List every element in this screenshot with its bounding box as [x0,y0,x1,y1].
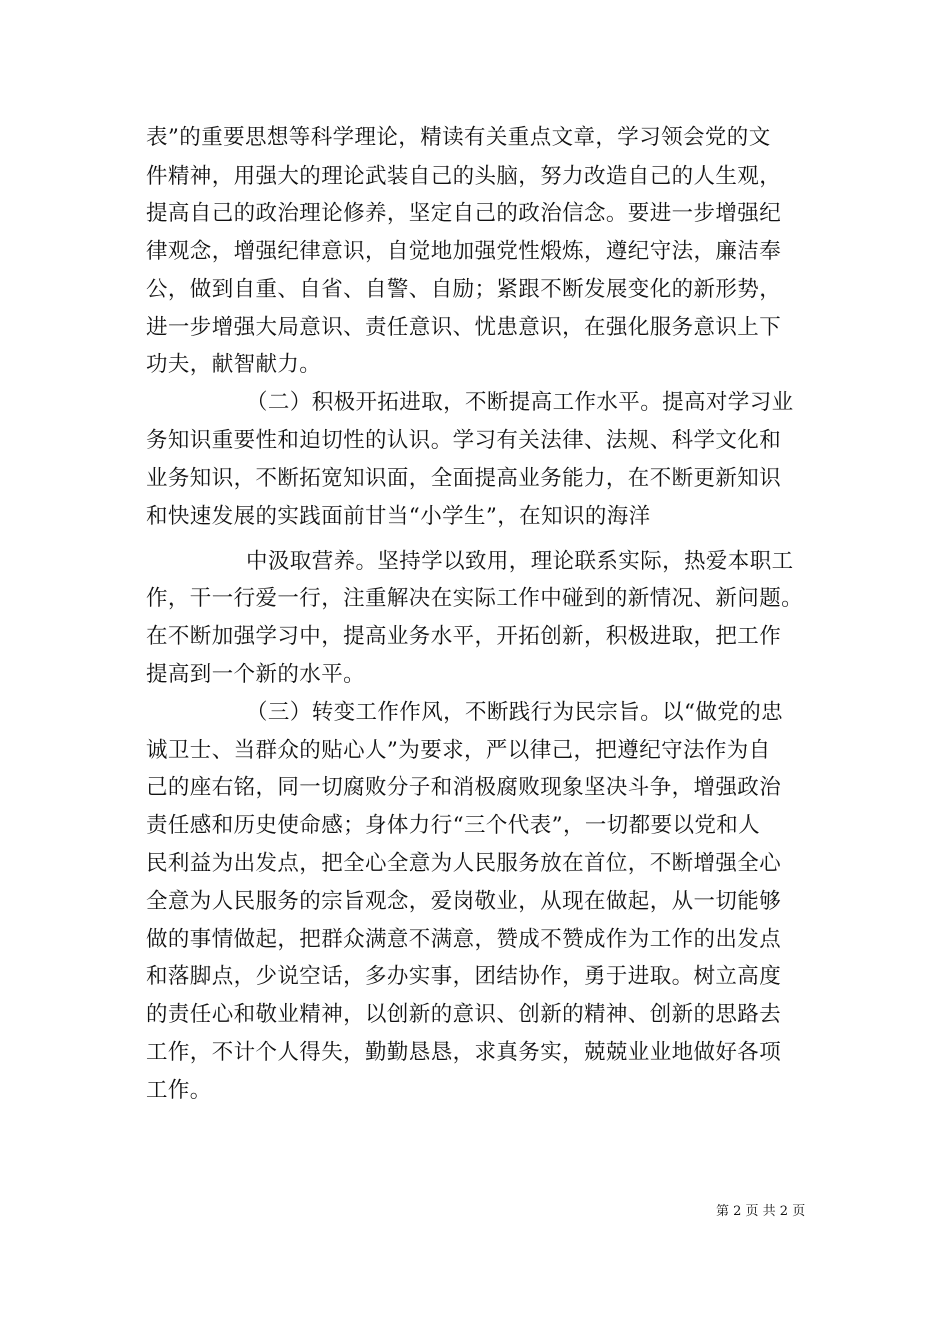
body-line: 和快速发展的实践面前甘当“小学生”，在知识的海洋 [146,504,651,529]
body-line: 诚卫士、当群众的贴心人”为要求，严以律己，把遵纪守法作为自 [146,738,771,763]
body-line: 和落脚点，少说空话，多办实事，团结协作，勇于进取。树立高度 [146,964,782,989]
body-line: 工作，不计个人得失，勤勤恳恳，求真务实，兢兢业业地做好各项 [146,1040,782,1065]
body-line: 工作。 [146,1078,212,1103]
body-line: 公，做到自重、自省、自警、自励；紧跟不断发展变化的新形势， [146,277,782,302]
body-line: 作，干一行爱一行，注重解决在实际工作中碰到的新情况、新问题。 [146,586,804,611]
section-heading-line: （三）转变工作作风，不断践行为民宗旨。以“做党的忠 [246,700,783,725]
body-line: 民利益为出发点，把全心全意为人民服务放在首位，不断增强全心 [146,851,782,876]
body-line-indented: 中汲取营养。坚持学以致用，理论联系实际，热爱本职工 [246,549,794,574]
section-heading-line: （二）积极开拓进取，不断提高工作水平。提高对学习业 [246,390,794,415]
body-line: 业务知识，不断拓宽知识面，全面提高业务能力，在不断更新知识 [146,466,782,491]
body-line: 做的事情做起，把群众满意不满意，赞成不赞成作为工作的出发点 [146,927,782,952]
body-line: 全意为人民服务的宗旨观念，爱岗敬业，从现在做起，从一切能够 [146,889,782,914]
body-line: 责任感和历史使命感；身体力行“三个代表”，一切都要以党和人 [146,813,761,838]
body-line: 务知识重要性和迫切性的认识。学习有关法律、法规、科学文化和 [146,428,782,453]
page-number-footer: 第 2 页 共 2 页 [716,1204,806,1219]
body-line: 在不断加强学习中，提高业务水平，开拓创新，积极进取，把工作 [146,624,782,649]
body-line: 功夫，献智献力。 [146,352,322,377]
body-line: 提高自己的政治理论修养，坚定自己的政治信念。要进一步增强纪 [146,201,782,226]
body-line: 进一步增强大局意识、责任意识、忧患意识，在强化服务意识上下 [146,315,782,340]
body-line: 提高到一个新的水平。 [146,662,366,687]
body-line: 表”的重要思想等科学理论，精读有关重点文章，学习领会党的文 [146,125,771,150]
body-line: 己的座右铭，同一切腐败分子和消极腐败现象坚决斗争，增强政治 [146,775,782,800]
body-line: 件精神，用强大的理论武装自己的头脑，努力改造自己的人生观， [146,164,782,189]
body-line: 律观念，增强纪律意识，自觉地加强党性煅炼，遵纪守法，廉洁奉 [146,239,782,264]
body-line: 的责任心和敬业精神，以创新的意识、创新的精神、创新的思路去 [146,1002,782,1027]
